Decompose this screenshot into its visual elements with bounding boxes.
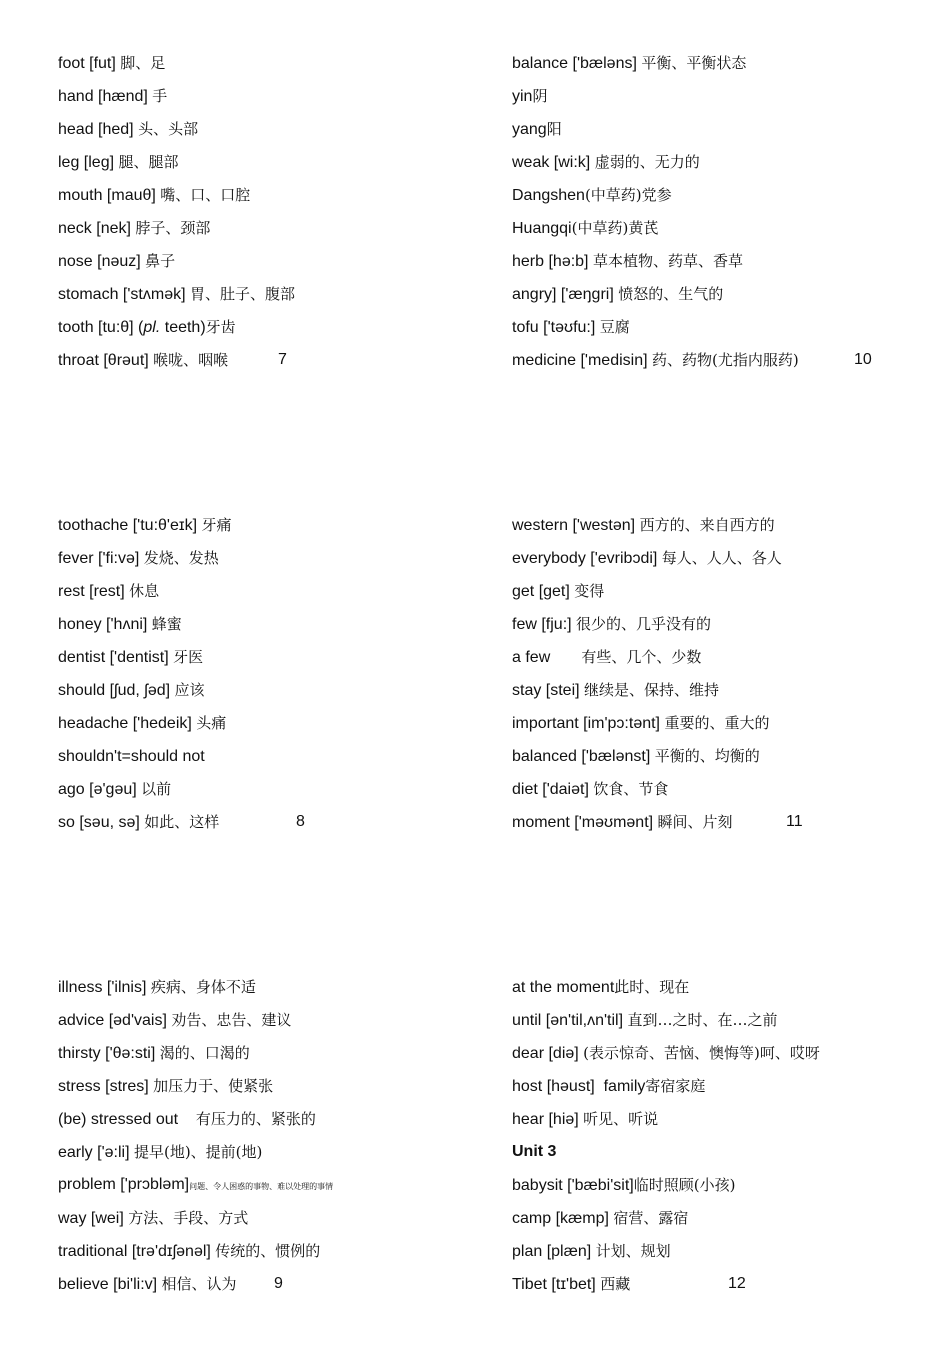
entry-word: diet ['daiət] — [512, 781, 594, 798]
vocab-entry — [512, 581, 932, 614]
entry-meaning: 有压力的、紧张的 — [195, 1110, 316, 1128]
entry-word: until [ən'til,ʌn'til] — [512, 1012, 628, 1029]
entry-word: rest [rest] — [58, 583, 130, 600]
entry-word: fever ['fi:və] — [58, 550, 144, 567]
entry-meaning: 牙齿 — [205, 318, 236, 336]
entry-word: ago [ə'ɡəu] — [58, 781, 142, 798]
entry-meaning: 发烧、发热 — [143, 549, 219, 567]
entry-meaning: 加压力于、使紧张 — [153, 1077, 274, 1095]
vocab-entry — [512, 1109, 932, 1142]
vocab-entry — [512, 251, 932, 284]
entry-word: few [fju:] — [512, 616, 577, 633]
entry-meaning: 应该 — [174, 681, 205, 699]
vocab-entry — [58, 185, 478, 218]
entry-meaning: 有些、几个、少数 — [581, 648, 702, 666]
entry-word: everybody ['evribɔdi] — [512, 550, 662, 567]
entry-meaning: 豆腐 — [599, 318, 630, 336]
vocab-entry — [58, 614, 478, 647]
entry-word: yin — [512, 88, 533, 105]
entry-meaning: 牙痛 — [201, 516, 232, 534]
entry-meaning: (表示惊奇、苦恼、懊悔等)呵、哎呀 — [583, 1044, 820, 1062]
vocab-entry — [512, 746, 932, 779]
vocab-card-page-11 — [512, 515, 932, 845]
entry-meaning: 寄宿家庭 — [645, 1077, 706, 1095]
entry-meaning: 腿、腿部 — [118, 153, 179, 171]
entry-word: mouth [mauθ] — [58, 187, 161, 204]
entry-meaning: 传统的、惯例的 — [215, 1242, 321, 1260]
entry-meaning: 瞬间、片刻 — [657, 813, 733, 831]
page-number: 8 — [296, 813, 305, 830]
entry-word: should [ʃud, ʃəd] — [58, 682, 175, 699]
vocab-entry — [58, 713, 478, 746]
entry-meaning: 计划、规划 — [595, 1242, 671, 1260]
page-number: 7 — [278, 351, 287, 368]
entry-word: balanced ['bælənst] — [512, 748, 655, 765]
entry-word: neck [nek] — [58, 220, 136, 237]
vocab-entry — [512, 1175, 932, 1208]
entry-meaning: 继续是、保持、维持 — [584, 681, 720, 699]
vocab-entry — [58, 119, 478, 152]
vocab-entry — [512, 119, 932, 152]
entry-word: plan [plæn] — [512, 1243, 596, 1260]
entry-word: camp [kæmp] — [512, 1210, 614, 1227]
entry-word: dentist ['dentist] — [58, 649, 174, 666]
page-number: 11 — [786, 813, 803, 830]
vocab-entry — [58, 1208, 478, 1241]
vocab-entry — [58, 548, 478, 581]
page-number: 10 — [854, 351, 872, 368]
entry-word-tail: teeth) — [160, 319, 206, 336]
entry-word: medicine ['medisin] — [512, 352, 652, 369]
entry-meaning: 平衡的、均衡的 — [654, 747, 760, 765]
entry-meaning: 方法、手段、方式 — [128, 1209, 249, 1227]
entry-meaning: 嘴、口、口腔 — [160, 186, 251, 204]
vocab-entry — [58, 779, 478, 812]
entry-word: shouldn't=should not — [58, 748, 205, 765]
entry-word: throat [θrəut] — [58, 352, 154, 369]
vocab-entry — [512, 1274, 932, 1307]
entry-word: yang — [512, 121, 547, 138]
vocab-entry — [512, 977, 932, 1010]
vocab-entry — [512, 779, 932, 812]
vocab-entry — [58, 515, 478, 548]
entry-word: a few — [512, 649, 582, 666]
entry-meaning: 阳 — [546, 120, 562, 138]
vocab-card-page-12 — [512, 977, 932, 1307]
vocab-entry — [58, 1109, 478, 1142]
unit-title: Unit 3 — [512, 1143, 557, 1160]
vocab-entry — [512, 515, 932, 548]
entry-meaning: 头、头部 — [138, 120, 199, 138]
vocab-entry — [58, 1274, 478, 1307]
entry-word: babysit ['bæbi'sit] — [512, 1177, 634, 1194]
entry-word: important [im'pɔ:tənt] — [512, 715, 665, 732]
entry-meaning: 西藏 — [600, 1275, 631, 1293]
entry-word: tooth [tu:θ] ( — [58, 319, 144, 336]
entry-word: early ['ə:li] — [58, 1144, 134, 1161]
entry-word: moment ['məʊmənt] — [512, 814, 658, 831]
vocab-entry — [512, 284, 932, 317]
entry-word: get [ɡet] — [512, 583, 575, 600]
entry-meaning: 脖子、颈部 — [135, 219, 211, 237]
entry-meaning: (中草药)黄芪 — [571, 219, 659, 237]
vocab-entry — [58, 1043, 478, 1076]
vocab-entry — [512, 317, 932, 350]
vocab-card-page-10 — [512, 53, 932, 383]
entry-word: thirsty ['θə:sti] — [58, 1045, 160, 1062]
vocab-entry — [58, 152, 478, 185]
vocab-entry — [58, 581, 478, 614]
vocab-entry — [512, 86, 932, 119]
vocab-entry — [58, 1076, 478, 1109]
vocab-entry — [58, 251, 478, 284]
entry-word: traditional [trə'dɪʃənəl] — [58, 1243, 216, 1260]
vocab-entry — [512, 614, 932, 647]
entry-meaning: 渴的、口渴的 — [159, 1044, 250, 1062]
vocab-entry — [58, 746, 478, 779]
entry-meaning: 鼻子 — [145, 252, 176, 270]
entry-word: hand [hænd] — [58, 88, 153, 105]
entry-word: illness ['ilnis] — [58, 979, 151, 996]
entry-meaning: (中草药)党参 — [584, 186, 672, 204]
vocab-entry — [512, 1076, 932, 1109]
vocab-entry — [58, 1142, 478, 1175]
entry-word: western ['westən] — [512, 517, 640, 534]
page-number: 12 — [728, 1275, 746, 1292]
unit-heading — [512, 1142, 932, 1175]
entry-meaning: 直到…之时、在…之前 — [627, 1011, 778, 1029]
vocab-entry — [512, 548, 932, 581]
entry-word: Dangshen — [512, 187, 585, 204]
entry-word: herb [hə:b] — [512, 253, 593, 270]
vocab-entry — [512, 713, 932, 746]
entry-meaning: 平衡、平衡状态 — [641, 54, 747, 72]
entry-meaning: 手 — [152, 87, 168, 105]
entry-word: believe [bi'li:v] — [58, 1276, 162, 1293]
entry-meaning: 重要的、重大的 — [664, 714, 770, 732]
vocab-entry — [58, 284, 478, 317]
entry-meaning: 头痛 — [196, 714, 227, 732]
entry-meaning: 听见、听说 — [583, 1110, 659, 1128]
vocab-entry — [58, 86, 478, 119]
entry-word: problem ['prɔbləm] — [58, 1176, 190, 1193]
vocab-entry — [512, 1241, 932, 1274]
entry-word: way [wei] — [58, 1210, 129, 1227]
entry-meaning: 蜂蜜 — [151, 615, 182, 633]
entry-word: honey ['hʌni] — [58, 616, 152, 633]
entry-word: balance ['bæləns] — [512, 55, 642, 72]
entry-meaning: 很少的、几乎没有的 — [576, 615, 712, 633]
entry-meaning: 牙医 — [173, 648, 204, 666]
vocab-entry — [512, 1208, 932, 1241]
entry-word: advice [əd'vais] — [58, 1012, 172, 1029]
vocab-entry — [512, 218, 932, 251]
entry-word: stay [stei] — [512, 682, 585, 699]
entry-word: hear [hiə] — [512, 1111, 584, 1128]
vocab-entry — [58, 218, 478, 251]
entry-meaning: 疾病、身体不适 — [150, 978, 256, 996]
vocab-entry — [512, 647, 932, 680]
entry-meaning: 如此、这样 — [144, 813, 220, 831]
entry-meaning: 药、药物(尤指内服药) — [652, 351, 799, 369]
entry-word: head [hed] — [58, 121, 139, 138]
vocab-entry — [512, 680, 932, 713]
entry-meaning: 以前 — [141, 780, 172, 798]
entry-word: Tibet [tɪ'bet] — [512, 1276, 601, 1293]
vocab-entry — [58, 1010, 478, 1043]
entry-meaning: 宿营、露宿 — [613, 1209, 689, 1227]
vocab-entry — [512, 53, 932, 86]
entry-word: tofu ['təʊfu:] — [512, 319, 600, 336]
entry-word: angry] ['æŋɡri] — [512, 286, 619, 303]
vocab-entry — [512, 350, 932, 383]
entry-meaning: 每人、人人、各人 — [661, 549, 782, 567]
entry-meaning: 休息 — [129, 582, 160, 600]
vocab-card-page-7 — [58, 53, 478, 383]
entry-word: leg [leɡ] — [58, 154, 119, 171]
vocab-entry — [58, 977, 478, 1010]
entry-word: so [səu, sə] — [58, 814, 145, 831]
vocab-entry — [58, 680, 478, 713]
entry-word: (be) stressed out — [58, 1111, 196, 1128]
vocab-entry — [58, 647, 478, 680]
vocab-entry — [58, 1241, 478, 1274]
vocab-entry — [512, 1010, 932, 1043]
vocab-entry — [512, 812, 932, 845]
vocab-entry — [512, 1043, 932, 1076]
entry-word: toothache ['tu:θ'eɪk] — [58, 517, 202, 534]
vocab-entry — [512, 185, 932, 218]
entry-meaning: 饮食、节食 — [593, 780, 669, 798]
entry-word: foot [fut] — [58, 55, 121, 72]
vocab-entry — [58, 1175, 478, 1208]
entry-meaning: 变得 — [574, 582, 605, 600]
entry-meaning: 喉咙、咽喉 — [153, 351, 229, 369]
entry-meaning: 胃、肚子、腹部 — [189, 285, 295, 303]
entry-word: nose [nəuz] — [58, 253, 146, 270]
entry-word: Huangqi — [512, 220, 572, 237]
entry-meaning: 愤怒的、生气的 — [618, 285, 724, 303]
entry-meaning: 脚、足 — [120, 54, 166, 72]
entry-word: headache ['hedeik] — [58, 715, 197, 732]
page-number: 9 — [274, 1275, 283, 1292]
vocab-entry — [58, 317, 478, 350]
entry-meaning: 劝告、忠告、建议 — [171, 1011, 292, 1029]
entry-meaning: 草本植物、药草、香草 — [592, 252, 743, 270]
entry-word-italic: pl. — [143, 319, 161, 336]
entry-meaning: 相信、认为 — [161, 1275, 237, 1293]
entry-word: stomach ['stʌmək] — [58, 286, 190, 303]
vocab-entry — [58, 350, 478, 383]
entry-meaning: 提早(地)、提前(地) — [133, 1143, 263, 1161]
entry-word: weak [wi:k] — [512, 154, 595, 171]
entry-meaning: 西方的、来自西方的 — [639, 516, 775, 534]
entry-meaning: 虚弱的、无力的 — [594, 153, 700, 171]
entry-meaning: 阴 — [532, 87, 548, 105]
entry-word: at the moment — [512, 979, 615, 996]
vocab-entry — [512, 152, 932, 185]
entry-meaning-small: 问题、令人困惑的事物、难以处理的事情 — [189, 1182, 334, 1191]
vocab-entry — [58, 812, 478, 845]
entry-word: host [həust] family — [512, 1078, 646, 1095]
entry-meaning: 此时、现在 — [614, 978, 690, 996]
entry-word: stress [stres] — [58, 1078, 154, 1095]
entry-word: dear [diə] — [512, 1045, 584, 1062]
vocab-card-page-9 — [58, 977, 478, 1307]
entry-meaning: 临时照顾(小孩) — [633, 1176, 736, 1194]
vocab-card-page-8 — [58, 515, 478, 845]
vocab-entry — [58, 53, 478, 86]
